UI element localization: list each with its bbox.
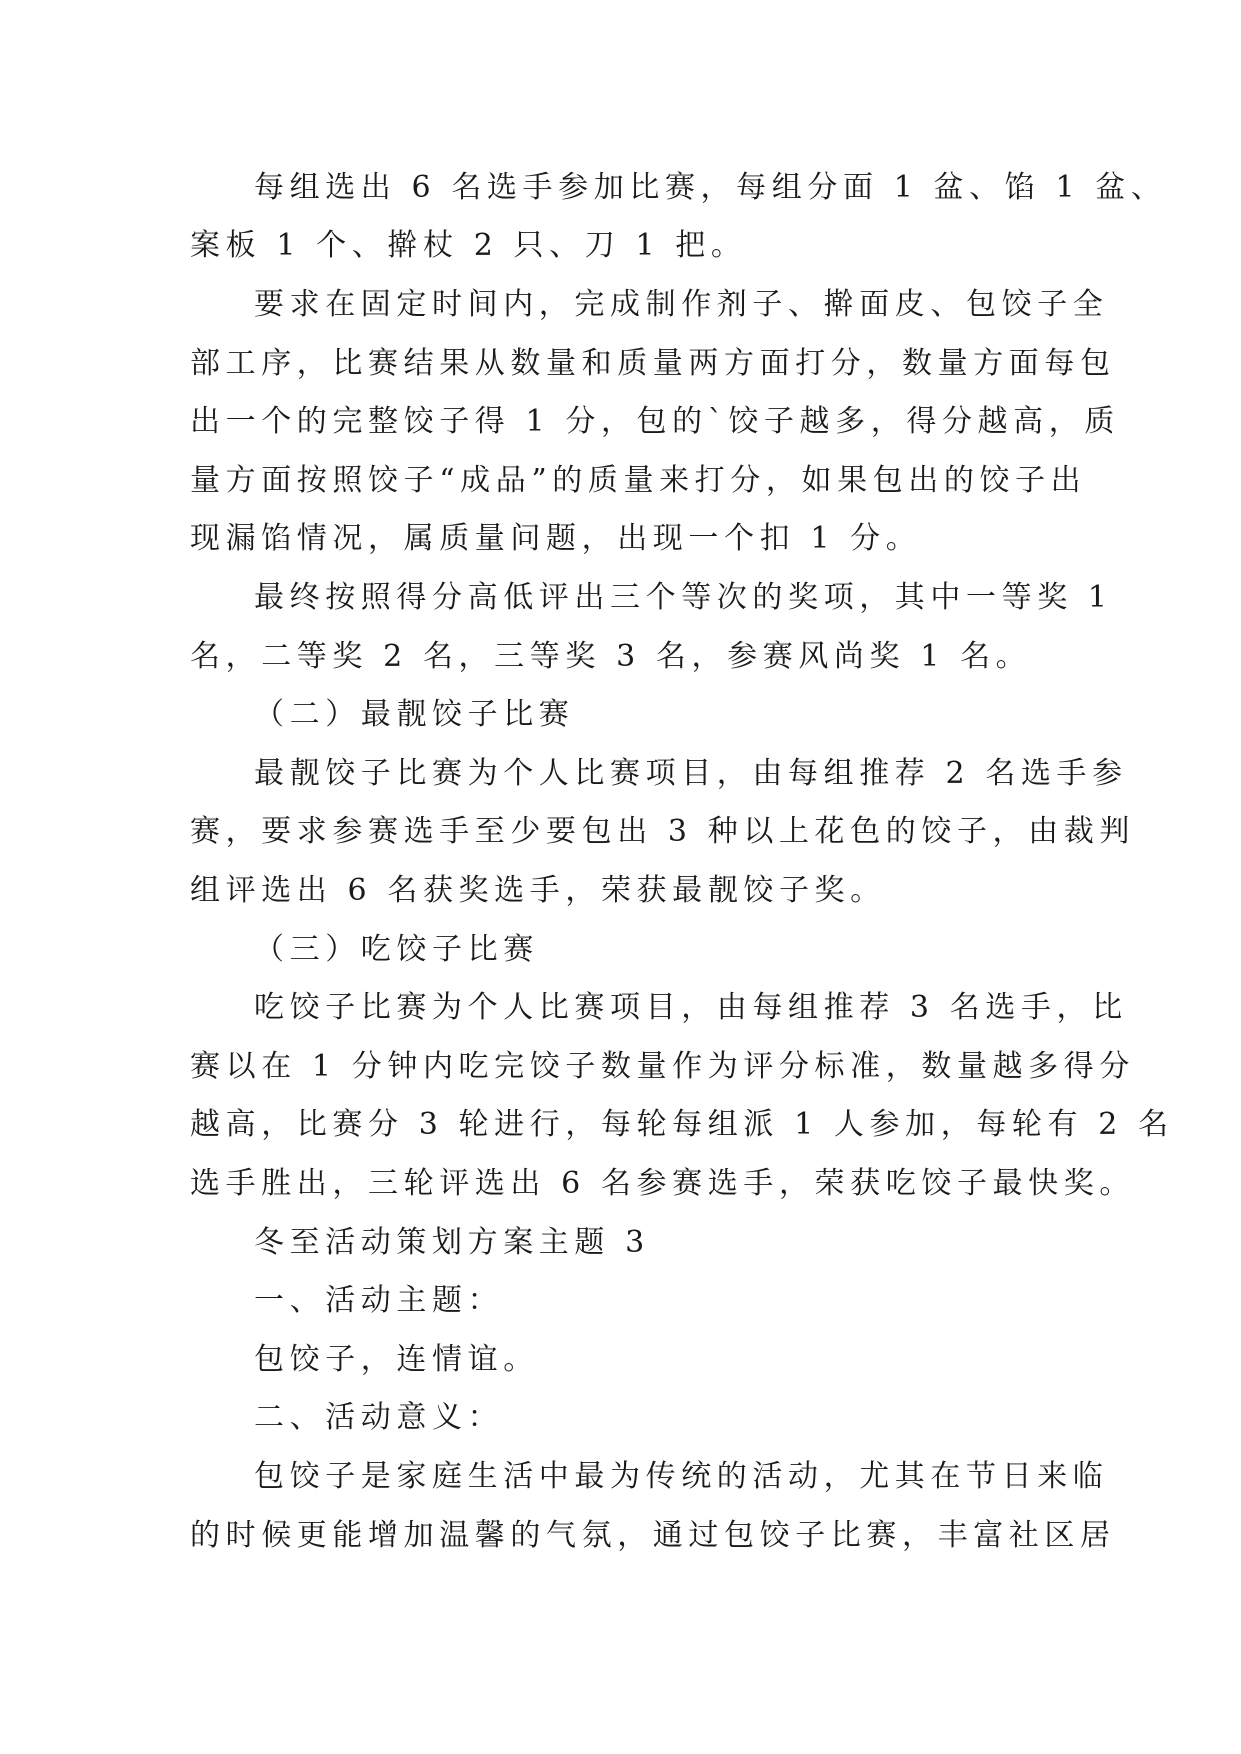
paragraph-line: 组评选出 6 名获奖选手，荣获最靓饺子奖。 [190,873,886,908]
section-title: 冬至活动策划方案主题 3 [254,1225,650,1260]
paragraph-line: 要求在固定时间内，完成制作剂子、擀面皮、包饺子全 [254,287,1109,322]
paragraph-line: 赛以在 1 分钟内吃完饺子数量作为评分标准，数量越多得分 [190,1049,1135,1084]
section-heading: （三）吃饺子比赛 [254,932,539,967]
paragraph-line: 吃饺子比赛为个人比赛项目，由每组推荐 3 名选手，比 [254,990,1128,1025]
paragraph-line: 选手胜出，三轮评选出 6 名参赛选手，荣获吃饺子最快奖。 [190,1166,1135,1201]
paragraph-line: 包饺子是家庭生活中最为传统的活动，尤其在节日来临 [254,1459,1109,1494]
section-heading: 二、活动意义： [254,1400,504,1435]
paragraph-line: 的时候更能增加温馨的气氛，通过包饺子比赛，丰富社区居 [190,1518,1116,1553]
paragraph-line: 现漏馅情况，属质量问题，出现一个扣 1 分。 [190,521,922,556]
paragraph-line: 出一个的完整饺子得 1 分，包的`饺子越多，得分越高，质 [190,404,1120,439]
paragraph-line: 名，二等奖 2 名，三等奖 3 名，参赛风尚奖 1 名。 [190,639,1032,674]
paragraph-line: 每组选出 6 名选手参加比赛，每组分面 1 盆、馅 1 盆、 [254,170,1167,205]
paragraph-line: 部工序，比赛结果从数量和质量两方面打分，数量方面每包 [190,346,1116,381]
section-heading: 一、活动主题： [254,1283,504,1318]
paragraph-line: 最终按照得分高低评出三个等次的奖项，其中一等奖 1 [254,580,1113,615]
paragraph-line: 赛，要求参赛选手至少要包出 3 种以上花色的饺子，由裁判 [190,814,1135,849]
paragraph-line: 越高，比赛分 3 轮进行，每轮每组派 1 人参加，每轮有 2 名 [190,1107,1174,1142]
paragraph-line: 案板 1 个、擀杖 2 只、刀 1 把。 [190,228,747,263]
section-heading: （二）最靓饺子比赛 [254,697,575,732]
paragraph-line: 量方面按照饺子“成品”的质量来打分，如果包出的饺子出 [190,463,1087,498]
paragraph-line: 包饺子，连情谊。 [254,1342,539,1377]
paragraph-line: 最靓饺子比赛为个人比赛项目，由每组推荐 2 名选手参 [254,756,1128,791]
